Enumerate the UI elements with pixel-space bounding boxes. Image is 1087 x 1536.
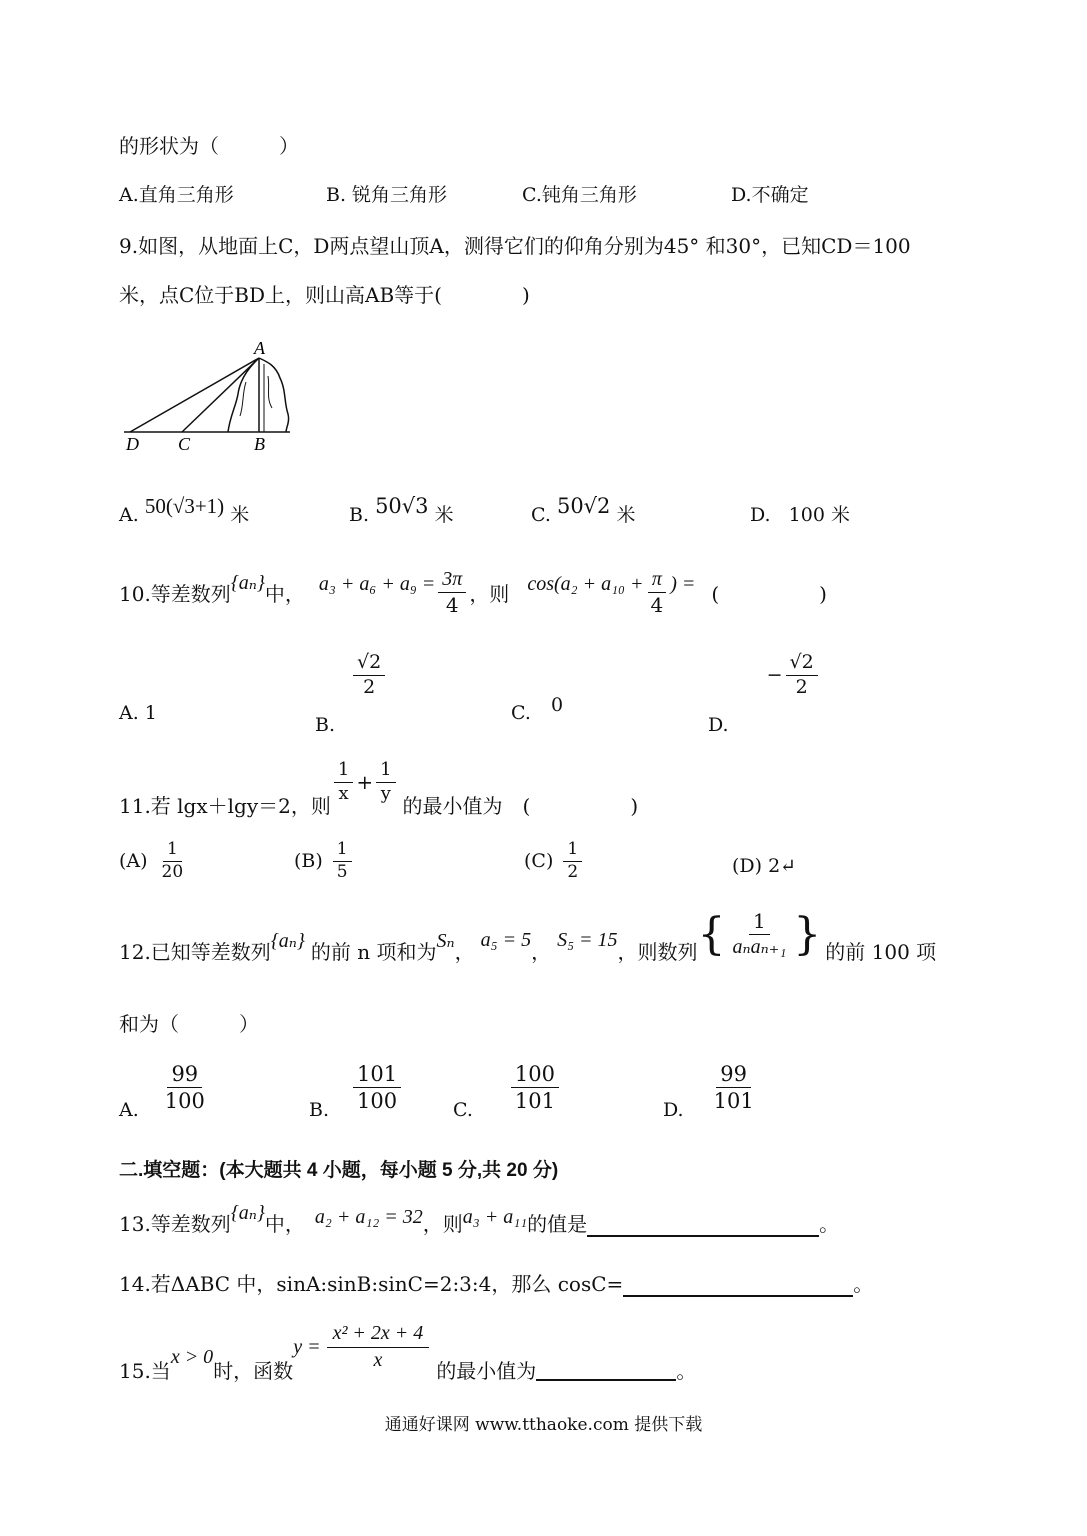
- q8-stem-tail: 的形状为（ ）: [119, 134, 299, 158]
- q13-answer-blank[interactable]: [587, 1213, 819, 1237]
- q10-option-c: C. 0: [511, 694, 564, 724]
- label-a: A: [254, 338, 265, 358]
- q11-option-c: (C) $\frac{1}{2}$: [524, 840, 585, 882]
- label-c: C: [178, 434, 191, 454]
- q11-option-d: (D) 2↵: [732, 855, 797, 877]
- q9-option-a: A. 50(√3+1) 米: [119, 494, 250, 526]
- q11-option-a: (A) $\frac{1}{20}$: [119, 839, 184, 882]
- label-d: D: [126, 434, 139, 454]
- q10-option-a: A. 1: [119, 702, 157, 724]
- q14-answer-blank[interactable]: [623, 1273, 853, 1297]
- q11-option-b: (B) $\frac{1}{5}$: [294, 840, 355, 882]
- q12-option-b: B. $\frac{101}{100}$: [309, 1062, 404, 1113]
- q10-stem: 10.等差数列 {aₙ} 中， a₃ + a₆ + a₉ = $\frac{3\pi}{4}$ ，则 cos(a₂ + a₁₀ + $\frac{\pi}{4}$ ) = ( ): [119, 568, 827, 617]
- q11-stem: 11.若 lgx＋lgy＝2，则 $\frac{1}{x}$ + $\frac{1}{y}$ 的最小值为 ( ): [119, 759, 639, 818]
- q12-option-c: C. $\frac{100}{101}$: [453, 1062, 562, 1113]
- q12-option-a: A. $\frac{99}{100}$: [119, 1062, 205, 1122]
- q15-stem: 15.当 x > 0 时，函数 y = $\frac{\text{x² + 2x + 4}}{x}$ 的最小值为 。: [119, 1322, 697, 1383]
- q8-option-c: C.钝角三角形: [522, 184, 637, 206]
- q9-option-b: B. 50√3 米: [349, 494, 454, 526]
- q15-answer-blank[interactable]: [536, 1357, 676, 1381]
- section-heading-fill-in: 二.填空题：(本大题共 4 小题，每小题 5 分,共 20 分): [119, 1160, 559, 1181]
- q9-mountain-figure: [118, 338, 298, 456]
- label-b: B: [254, 434, 265, 454]
- frac-3pi-over-4: $\frac{3\pi}{4}$: [438, 568, 466, 617]
- q9-stem-line2: 米，点C位于BD上，则山高AB等于( ): [119, 283, 530, 307]
- q12-stem: 12.已知等差数列 {aₙ} 的前 n 项和为 Sₙ ， a₅ = 5 ， S₅ = 15 ，则数列 { $\frac{1}{\text{aₙaₙ₊₁}}$ } 的前 100 项: [119, 908, 937, 964]
- q8-option-b: B. 锐角三角形: [326, 184, 448, 206]
- q13-stem: 13.等差数列 {aₙ} 中， a₂ + a₁₂ = 32 ，则 a₃ + a₁₁ 的值是 。: [119, 1202, 840, 1236]
- q12-stem-line2: 和为（ ）: [119, 1012, 259, 1036]
- q14-stem: 14.若ΔABC 中，sinA:sinB:sinC=2:3:4，那么 cosC= 。: [119, 1272, 874, 1296]
- q12-option-d: D. $\frac{99}{101}$: [663, 1062, 754, 1122]
- q10-option-b: B. $\frac{√2}{2}$: [315, 652, 388, 699]
- q9-stem-line1: 9.如图，从地面上C，D两点望山顶A，测得它们的仰角分别为45° 和30°，已知CD＝100: [119, 234, 911, 258]
- q10-option-d: D. − $\frac{√2}{2}$: [708, 652, 821, 699]
- mountain-outline: [259, 358, 289, 432]
- q8-option-a: A.直角三角形: [119, 184, 234, 206]
- frac-pi-over-4: $\frac{\pi}{4}$: [646, 568, 667, 617]
- q8-option-d: D.不确定: [731, 184, 809, 206]
- q9-option-d: D. 100 米: [750, 504, 850, 526]
- page-footer: 通通好课网 www.tthaoke.com 提供下载: [384, 1415, 703, 1435]
- q9-option-c: C. 50√2 米: [531, 494, 636, 526]
